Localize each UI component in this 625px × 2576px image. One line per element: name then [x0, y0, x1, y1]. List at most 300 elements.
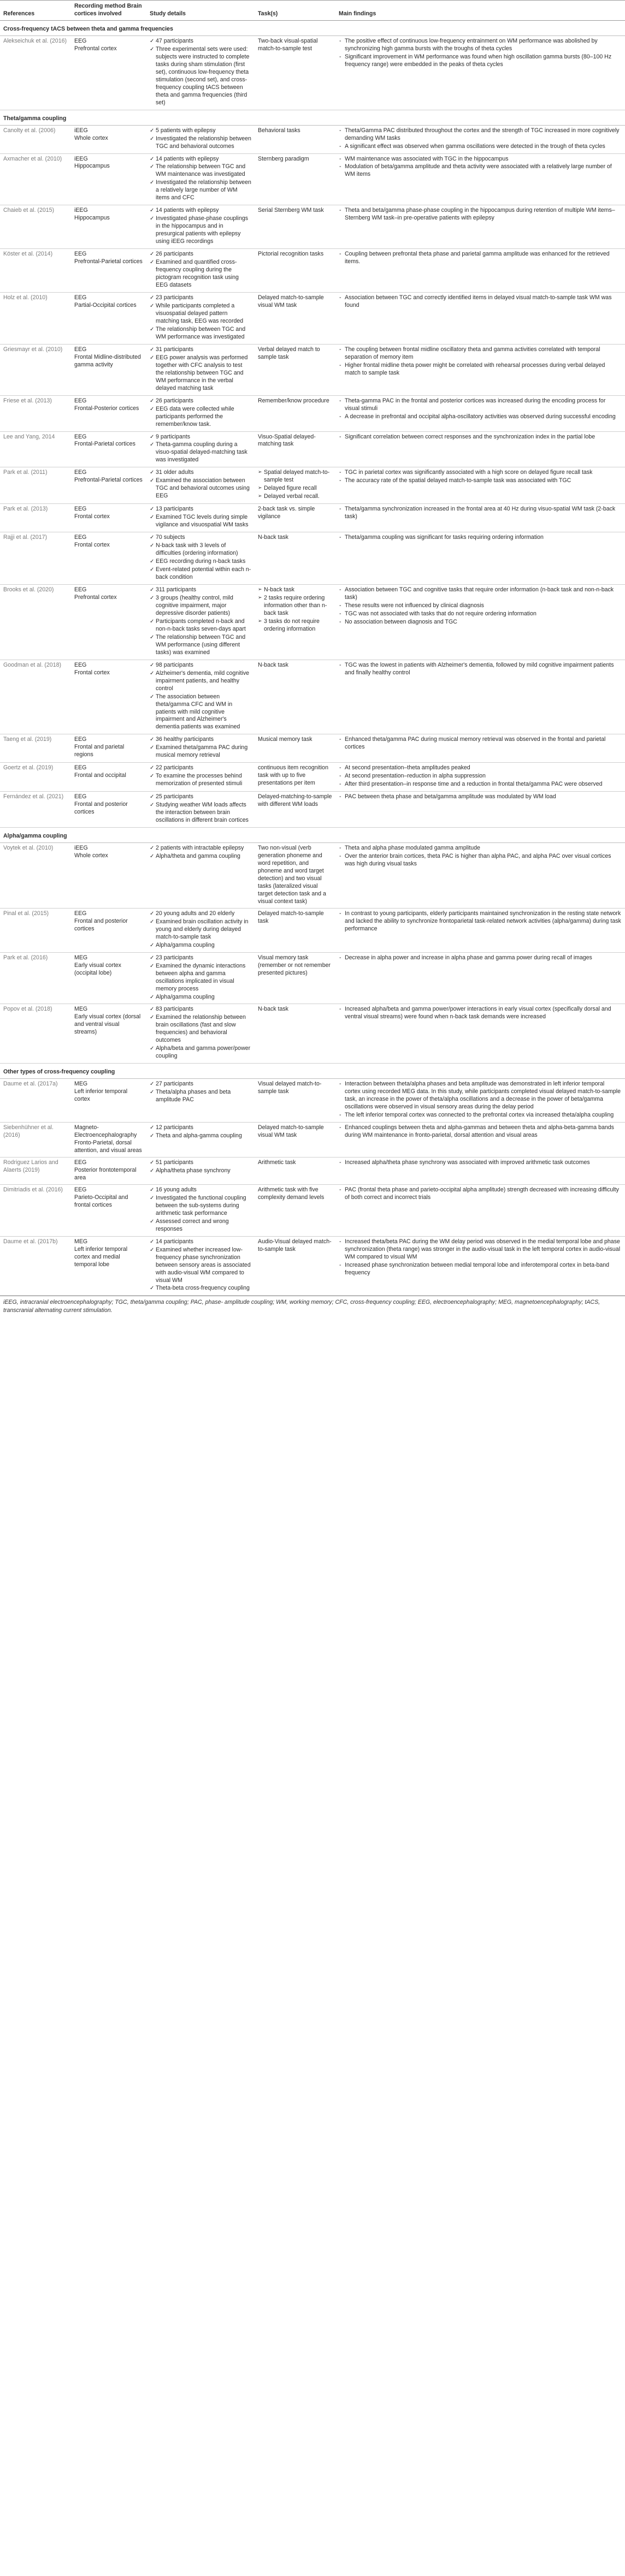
method-line: MEG [74, 1081, 88, 1088]
finding-item: - WM maintenance was associated with TGC in the hippocampus [339, 156, 622, 163]
task-text: N-back task [258, 534, 288, 541]
details-list [150, 38, 251, 107]
detail-item: ✓ While participants completed a visuospatial delayed pattern matching task, EEG was recorded [150, 302, 251, 325]
detail-item: ✓ Examined the dynamic interactions between alpha and gamma oscillations implicated in visual memory process [150, 963, 251, 993]
method-cell [71, 660, 146, 734]
detail-item: ✓ 98 participants [150, 662, 251, 669]
method-cell [71, 952, 146, 1004]
task-text: Pictorial recognition tasks [258, 251, 324, 258]
finding-item: - TGC was the lowest in patients with Alzheimer's dementia, followed by mild cognitive impairment patients and finally healthy control [339, 662, 622, 677]
method-line: EEG [74, 506, 87, 513]
findings-list [339, 506, 622, 521]
finding-item: - Modulation of beta/gamma amplitude and theta activity were associated with a relatively large number of WM items [339, 163, 622, 179]
detail-item: ✓ Alzheimer's dementia, mild cognitive impairment patients, and healthy control [150, 670, 251, 693]
method-line: EEG [74, 764, 87, 771]
tasks-cell [255, 249, 335, 293]
detail-item: ✓ Studying weather WM loads affects the interaction between brain oscillations in different brain cortices [150, 802, 251, 824]
section-title: Cross-frequency tACS between theta and gamma frequencies [0, 20, 625, 35]
reference-cell: Alekseichuk et al. (2016) [0, 35, 71, 110]
details-cell [146, 584, 255, 660]
tasks-cell [255, 660, 335, 734]
details-cell [146, 431, 255, 467]
detail-item: ✓ 26 participants [150, 397, 251, 405]
tasks-list [258, 586, 332, 633]
method-line: EEG [74, 534, 87, 541]
finding-item: - At second presentation–reduction in alpha suppression [339, 773, 622, 780]
detail-item: ✓ 311 participants [150, 586, 251, 594]
detail-item: ✓ Assessed correct and wrong responses [150, 1218, 251, 1233]
method-line: Prefrontal-Parietal cortices [74, 258, 143, 265]
details-cell [146, 843, 255, 909]
finding-item: - Increased alpha/theta phase synchrony was associated with improved arithmetic task outcomes [339, 1159, 622, 1167]
method-cell [71, 431, 146, 467]
table-row [0, 584, 625, 660]
task-item: ➢ 2 tasks require ordering information other than n-back task [258, 595, 332, 618]
method-line: Hippocampus [74, 215, 110, 222]
details-cell [146, 249, 255, 293]
method-cell [71, 843, 146, 909]
findings-list [339, 1186, 622, 1202]
tasks-cell [255, 125, 335, 153]
method-line: Frontal cortex [74, 513, 110, 520]
findings-list [339, 736, 622, 751]
task-text: Behavioral tasks [258, 127, 300, 134]
detail-item: ✓ 47 participants [150, 38, 251, 45]
finding-item: - TGC was not associated with tasks that do not require ordering information [339, 610, 622, 618]
detail-item: ✓ 14 patients with epilepsy [150, 207, 251, 215]
task-text: Musical memory task [258, 736, 312, 743]
detail-item: ✓ The relationship between TGC and WM maintenance was investigated [150, 163, 251, 179]
detail-item: ✓ 14 participants [150, 1238, 251, 1246]
method-line: Whole cortex [74, 852, 108, 859]
reference-cell: Köster et al. (2014) [0, 249, 71, 293]
method-line: Frontal and parietal regions [74, 744, 125, 758]
detail-item: ✓ 14 patients with epilepsy [150, 156, 251, 163]
method-cell [71, 532, 146, 585]
task-text: Arithmetic task with five complexity demand levels [258, 1186, 325, 1201]
tasks-cell [255, 1184, 335, 1236]
method-line: EEG [74, 251, 87, 258]
findings-cell [335, 205, 625, 249]
table-footnote: iEEG, intracranial electroencephalography; TGC, theta/gamma coupling; PAC, phase- amplitude coupling; WM, working memory; CFC, cross-frequency coupling; EEG, electroencephalography; MEG, magnetoencephalography; tACS, transcranial alternating current stimulation. [0, 1296, 625, 1316]
task-text: Arithmetic task [258, 1159, 296, 1166]
reference-cell: Siebenhühner et al. (2016) [0, 1123, 71, 1158]
tasks-cell [255, 1079, 335, 1123]
task-text: Serial Sternberg WM task [258, 207, 324, 214]
reference-cell: Holz et al. (2010) [0, 293, 71, 345]
finding-item: - Over the anterior brain cortices, theta PAC is higher than alpha PAC, and alpha PAC over visual cortices was high during visual tasks [339, 853, 622, 868]
table-row [0, 734, 625, 763]
task-item: ➢ N-back task [258, 586, 332, 594]
details-list [150, 1159, 251, 1175]
table-row [0, 431, 625, 467]
detail-item: ✓ Alpha/gamma coupling [150, 942, 251, 949]
findings-list [339, 397, 622, 421]
detail-item: ✓ Event-related potential within each n-back condition [150, 566, 251, 581]
findings-list [339, 1081, 622, 1119]
task-item: ➢ Delayed verbal recall. [258, 493, 332, 501]
finding-item: - In contrast to young participants, elderly participants maintained synchronization in the resting state network and lacked the ability to synchronize frontoparietal task-related network activities (alpha/gamma) during task performance [339, 910, 622, 933]
reference-cell: Pinal et al. (2015) [0, 908, 71, 952]
task-text: Sternberg paradigm [258, 155, 309, 162]
tasks-cell [255, 792, 335, 828]
details-list [150, 434, 251, 465]
tasks-cell [255, 584, 335, 660]
findings-cell [335, 1079, 625, 1123]
table-row [0, 532, 625, 585]
task-text: Visuo-Spatial delayed-matching task [258, 433, 316, 448]
method-line: Partial-Occipital cortices [74, 301, 137, 308]
task-text: Verbal delayed match to sample task [258, 346, 320, 360]
method-line: Whole cortex [74, 134, 108, 141]
reference-cell: Daume et al. (2017a) [0, 1079, 71, 1123]
method-cell [71, 584, 146, 660]
reference-cell: Griesmayr et al. (2010) [0, 344, 71, 395]
table-row [0, 205, 625, 249]
reference-cell: Park et al. (2013) [0, 504, 71, 532]
reference-cell: Lee and Yang, 2014 [0, 431, 71, 467]
findings-list [339, 586, 622, 626]
method-line: Hippocampus [74, 163, 110, 170]
details-cell [146, 1079, 255, 1123]
method-line: EEG [74, 586, 87, 593]
detail-item: ✓ 31 older adults [150, 469, 251, 477]
method-cell [71, 1123, 146, 1158]
tasks-cell [255, 344, 335, 395]
detail-item: ✓ 2 patients with intractable epilepsy [150, 845, 251, 852]
method-cell [71, 1236, 146, 1296]
findings-list [339, 1006, 622, 1021]
details-cell [146, 734, 255, 763]
reference-cell: Goodman et al. (2018) [0, 660, 71, 734]
method-line: iEEG [74, 207, 88, 214]
finding-item: - Theta/Gamma PAC distributed throughout the cortex and the strength of TGC increased in more cognitively demanding WM tasks [339, 127, 622, 143]
finding-item: - Enhanced couplings between theta and alpha-gammas and between theta and alpha-beta-gamma bands during WM maintenance in fronto-parietal, dorsal attention and visual areas [339, 1124, 622, 1139]
task-text: Audio-Visual delayed match-to-sample task [258, 1238, 332, 1253]
detail-item: ✓ 26 participants [150, 251, 251, 258]
details-cell [146, 1123, 255, 1158]
finding-item: - The coupling between frontal midline oscillatory theta and gamma activities correlated with temporal separation of memory item [339, 346, 622, 361]
detail-item: ✓ Participants completed n-back and non-n-back tasks seven-days apart [150, 618, 251, 633]
section-row [0, 110, 625, 125]
task-text: Delayed match-to-sample visual WM task [258, 294, 324, 308]
detail-item: ✓ Investigated the relationship between a relatively large number of WM items and CFC [150, 179, 251, 202]
method-cell [71, 205, 146, 249]
table-row [0, 153, 625, 205]
findings-cell [335, 1004, 625, 1064]
table-row [0, 504, 625, 532]
tasks-cell [255, 1236, 335, 1296]
details-list [150, 954, 251, 1001]
findings-cell [335, 35, 625, 110]
findings-cell [335, 504, 625, 532]
details-list [150, 294, 251, 341]
method-cell [71, 249, 146, 293]
table-body [0, 20, 625, 1296]
detail-item: ✓ Alpha/theta phase synchrony [150, 1167, 251, 1175]
method-line: EEG [74, 37, 87, 44]
findings-cell [335, 952, 625, 1004]
findings-cell [335, 467, 625, 504]
task-text: N-back task [258, 661, 288, 668]
findings-cell [335, 763, 625, 792]
reference-cell: Axmacher et al. (2010) [0, 153, 71, 205]
method-cell [71, 1079, 146, 1123]
details-list [150, 1124, 251, 1140]
table-row [0, 1157, 625, 1184]
findings-cell [335, 153, 625, 205]
method-cell [71, 1004, 146, 1064]
detail-item: ✓ 12 participants [150, 1124, 251, 1132]
table-row [0, 952, 625, 1004]
finding-item: - Increased theta/beta PAC during the WM delay period was observed in the medial temporal lobe and phase synchronization (theta range) was stronger in the audio-visual task in the left temporal cortex in audio-visual WM compared to visual WM [339, 1238, 622, 1261]
detail-item: ✓ Examined brain oscillation activity in young and elderly during delayed match-to-sample task [150, 918, 251, 941]
reference-cell: Friese et al. (2013) [0, 395, 71, 431]
reference-cell: Popov et al. (2018) [0, 1004, 71, 1064]
tasks-cell [255, 1123, 335, 1158]
detail-item: ✓ The relationship between TGC and WM performance (using different tasks) was examined [150, 634, 251, 657]
findings-cell [335, 431, 625, 467]
method-line: Frontal-Parietal cortices [74, 441, 135, 448]
detail-item: ✓ Examined whether increased low-frequency phase synchronization between sensory areas is associated with audio-visual WM compared to visual WM [150, 1247, 251, 1285]
details-list [150, 127, 251, 151]
reference-cell: Park et al. (2011) [0, 467, 71, 504]
detail-item: ✓ 20 young adults and 20 elderly [150, 910, 251, 918]
section-title: Theta/gamma coupling [0, 110, 625, 125]
tasks-cell [255, 35, 335, 110]
findings-list [339, 764, 622, 788]
method-cell [71, 35, 146, 110]
tasks-cell [255, 431, 335, 467]
findings-list [339, 910, 622, 933]
method-cell [71, 467, 146, 504]
findings-cell [335, 249, 625, 293]
details-list [150, 1081, 251, 1104]
task-text: N-back task [258, 1006, 288, 1013]
details-list [150, 845, 251, 860]
details-cell [146, 395, 255, 431]
method-line: EEG [74, 433, 87, 440]
details-cell [146, 504, 255, 532]
tasks-list [258, 469, 332, 501]
table-row [0, 344, 625, 395]
tasks-cell [255, 843, 335, 909]
reference-cell: Voytek et al. (2010) [0, 843, 71, 909]
finding-item: - A decrease in prefrontal and occipital alpha-oscillatory activities was observed during successful encoding [339, 413, 622, 421]
findings-cell [335, 395, 625, 431]
method-cell [71, 153, 146, 205]
method-line: EEG [74, 661, 87, 668]
detail-item: ✓ The relationship between TGC and WM performance was investigated [150, 326, 251, 341]
finding-item: - Higher frontal midline theta power might be correlated with rehearsal processes during verbal delayed match to sample task [339, 362, 622, 377]
method-cell [71, 344, 146, 395]
findings-list [339, 845, 622, 868]
method-line: Magneto-Electroencephalography Fronto-Parietal, dorsal attention, and visual areas [74, 1124, 142, 1154]
reference-cell: Rajji et al. (2017) [0, 532, 71, 585]
findings-cell [335, 584, 625, 660]
detail-item: ✓ Examined and quantified cross-frequency coupling during the pictogram recognition task using EEG datasets [150, 259, 251, 289]
finding-item: - The left inferior temporal cortex was connected to the prefrontal cortex via increased theta/alpha coupling [339, 1112, 622, 1119]
findings-list [339, 207, 622, 222]
method-cell [71, 504, 146, 532]
finding-item: - These results were not influenced by clinical diagnosis [339, 602, 622, 610]
details-list [150, 506, 251, 529]
method-line: MEG [74, 954, 88, 961]
finding-item: - Theta-gamma PAC in the frontal and posterior cortices was increased during the encoding process for visual stimuli [339, 397, 622, 413]
detail-item: ✓ 83 participants [150, 1006, 251, 1013]
findings-cell [335, 660, 625, 734]
details-list [150, 346, 251, 393]
task-text: Two-back visual-spatial match-to-sample test [258, 37, 318, 52]
findings-list [339, 1238, 622, 1277]
table-row [0, 1004, 625, 1064]
findings-list [339, 156, 622, 179]
finding-item: - PAC (frontal theta phase and parieto-occipital alpha amplitude) strength decreased with increasing difficulty of both correct and incorrect trials [339, 1186, 622, 1202]
detail-item: ✓ Alpha/gamma coupling [150, 994, 251, 1001]
method-line: Frontal cortex [74, 542, 110, 549]
method-line: EEG [74, 1186, 87, 1193]
details-list [150, 1238, 251, 1293]
findings-list [339, 38, 622, 69]
findings-cell [335, 1236, 625, 1296]
header-study-details: Study details [146, 1, 255, 21]
details-cell [146, 293, 255, 345]
method-line: Left inferior temporal cortex and medial temporal lobe [74, 1245, 128, 1268]
finding-item: - Theta/gamma coupling was significant for tasks requiring ordering information [339, 534, 622, 542]
findings-list [339, 434, 622, 441]
detail-item: ✓ 25 participants [150, 793, 251, 801]
method-line: EEG [74, 736, 87, 743]
details-list [150, 469, 251, 500]
table-row [0, 792, 625, 828]
finding-item: - The positive effect of continuous low-frequency entrainment on WM performance was abolished by synchronizing high gamma bursts with the troughs of theta cycles [339, 38, 622, 53]
table-row [0, 395, 625, 431]
details-list [150, 764, 251, 788]
details-cell [146, 660, 255, 734]
detail-item: ✓ 22 participants [150, 764, 251, 772]
tasks-cell [255, 1004, 335, 1064]
findings-list [339, 662, 622, 677]
method-line: Prefrontal-Parietal cortices [74, 477, 143, 484]
details-list [150, 156, 251, 203]
details-cell [146, 952, 255, 1004]
finding-item: - Increased phase synchronization between medial temporal lobe and inferotemporal cortex in beta-band frequency [339, 1262, 622, 1277]
details-list [150, 251, 251, 289]
detail-item: ✓ 23 participants [150, 294, 251, 302]
details-cell [146, 467, 255, 504]
method-line: EEG [74, 469, 87, 476]
reference-cell: Fernández et al. (2021) [0, 792, 71, 828]
method-line: EEG [74, 294, 87, 301]
detail-item: ✓ N-back task with 3 levels of difficulties (ordering information) [150, 542, 251, 557]
detail-item: ✓ 31 participants [150, 346, 251, 354]
table-row [0, 660, 625, 734]
detail-item: ✓ Theta/alpha phases and beta amplitude PAC [150, 1089, 251, 1104]
method-cell [71, 125, 146, 153]
finding-item: - At second presentation–theta amplitudes peaked [339, 764, 622, 772]
findings-list [339, 127, 622, 151]
findings-cell [335, 734, 625, 763]
finding-item: - A significant effect was observed when gamma oscillations were detected in the trough of theta cycles [339, 143, 622, 151]
detail-item: ✓ 5 patients with epilepsy [150, 127, 251, 135]
detail-item: ✓ 36 healthy participants [150, 736, 251, 744]
table-row [0, 1123, 625, 1158]
details-list [150, 662, 251, 732]
detail-item: ✓ Investigated the functional coupling between the sub-systems during arithmetic task performance [150, 1195, 251, 1218]
tasks-cell [255, 763, 335, 792]
table-row [0, 843, 625, 909]
detail-item: ✓ EEG power analysis was performed together with CFC analysis to test the relationship between TGC and WM performance in the verbal delayed matching task [150, 354, 251, 393]
method-line: MEG [74, 1006, 88, 1013]
task-text: Two non-visual (verb generation phoneme and word repetition, and phoneme and word target detection) and two visual tasks (lateralized visual target detection task and a visual context task) [258, 845, 326, 905]
method-line: Early visual cortex (occipital lobe) [74, 961, 121, 976]
tasks-cell [255, 205, 335, 249]
details-cell [146, 153, 255, 205]
findings-cell [335, 293, 625, 345]
findings-list [339, 294, 622, 310]
reference-cell: Taeng et al. (2019) [0, 734, 71, 763]
method-line: iEEG [74, 127, 88, 134]
task-text: 2-back task vs. simple vigilance [258, 506, 315, 520]
findings-list [339, 346, 622, 377]
detail-item: ✓ EEG recording during n-back tasks [150, 558, 251, 566]
table-row [0, 35, 625, 110]
method-cell [71, 1157, 146, 1184]
details-list [150, 586, 251, 657]
reference-cell: Dimitriadis et al. (2016) [0, 1184, 71, 1236]
tasks-cell [255, 467, 335, 504]
method-line: Frontal cortex [74, 669, 110, 676]
finding-item: - After third presentation–in response time and a reduction in frontal theta/gamma PAC were observed [339, 781, 622, 788]
detail-item: ✓ Examined the relationship between brain oscillations (fast and slow frequencies) and behavioral outcomes [150, 1014, 251, 1044]
method-cell [71, 792, 146, 828]
header-references: References [0, 1, 71, 21]
reference-cell: Brooks et al. (2020) [0, 584, 71, 660]
task-text: Delayed-matching-to-sample with different WM loads [258, 793, 332, 808]
finding-item: - Significant correlation between correct responses and the synchronization index in the partial lobe [339, 434, 622, 441]
task-text: Visual delayed match-to-sample task [258, 1081, 322, 1095]
finding-item: - Enhanced theta/gamma PAC during musical memory retrieval was observed in the frontal and parietal cortices [339, 736, 622, 751]
method-line: Early visual cortex (dorsal and ventral visual streams) [74, 1013, 141, 1036]
task-text: Delayed match-to-sample visual WM task [258, 1124, 324, 1139]
table-row [0, 1184, 625, 1236]
detail-item: ✓ Alpha/theta and gamma coupling [150, 853, 251, 860]
table-row [0, 125, 625, 153]
findings-list [339, 1124, 622, 1139]
findings-cell [335, 532, 625, 585]
findings-list [339, 251, 622, 266]
findings-list [339, 1159, 622, 1167]
method-line: Frontal and occipital [74, 772, 126, 779]
details-cell [146, 532, 255, 585]
details-cell [146, 1184, 255, 1236]
table-row [0, 293, 625, 345]
method-cell [71, 395, 146, 431]
detail-item: ✓ Three experimental sets were used: subjects were instructed to complete tasks during sham stimulation (first set), continuous low-frequency theta stimulation (second set), and cross-frequency coupling tACS between theta and gamma frequencies (third set) [150, 46, 251, 107]
findings-cell [335, 908, 625, 952]
detail-item: ✓ 16 young adults [150, 1186, 251, 1194]
findings-cell [335, 1157, 625, 1184]
header-main-findings: Main findings [335, 1, 625, 21]
section-title: Alpha/gamma coupling [0, 828, 625, 843]
details-list [150, 793, 251, 824]
reference-cell: Goertz et al. (2019) [0, 763, 71, 792]
method-line: EEG [74, 346, 87, 353]
details-cell [146, 125, 255, 153]
method-line: EEG [74, 793, 87, 800]
finding-item: - PAC between theta phase and beta/gamma amplitude was modulated by WM load [339, 793, 622, 801]
reference-cell: Canolty et al. (2006) [0, 125, 71, 153]
